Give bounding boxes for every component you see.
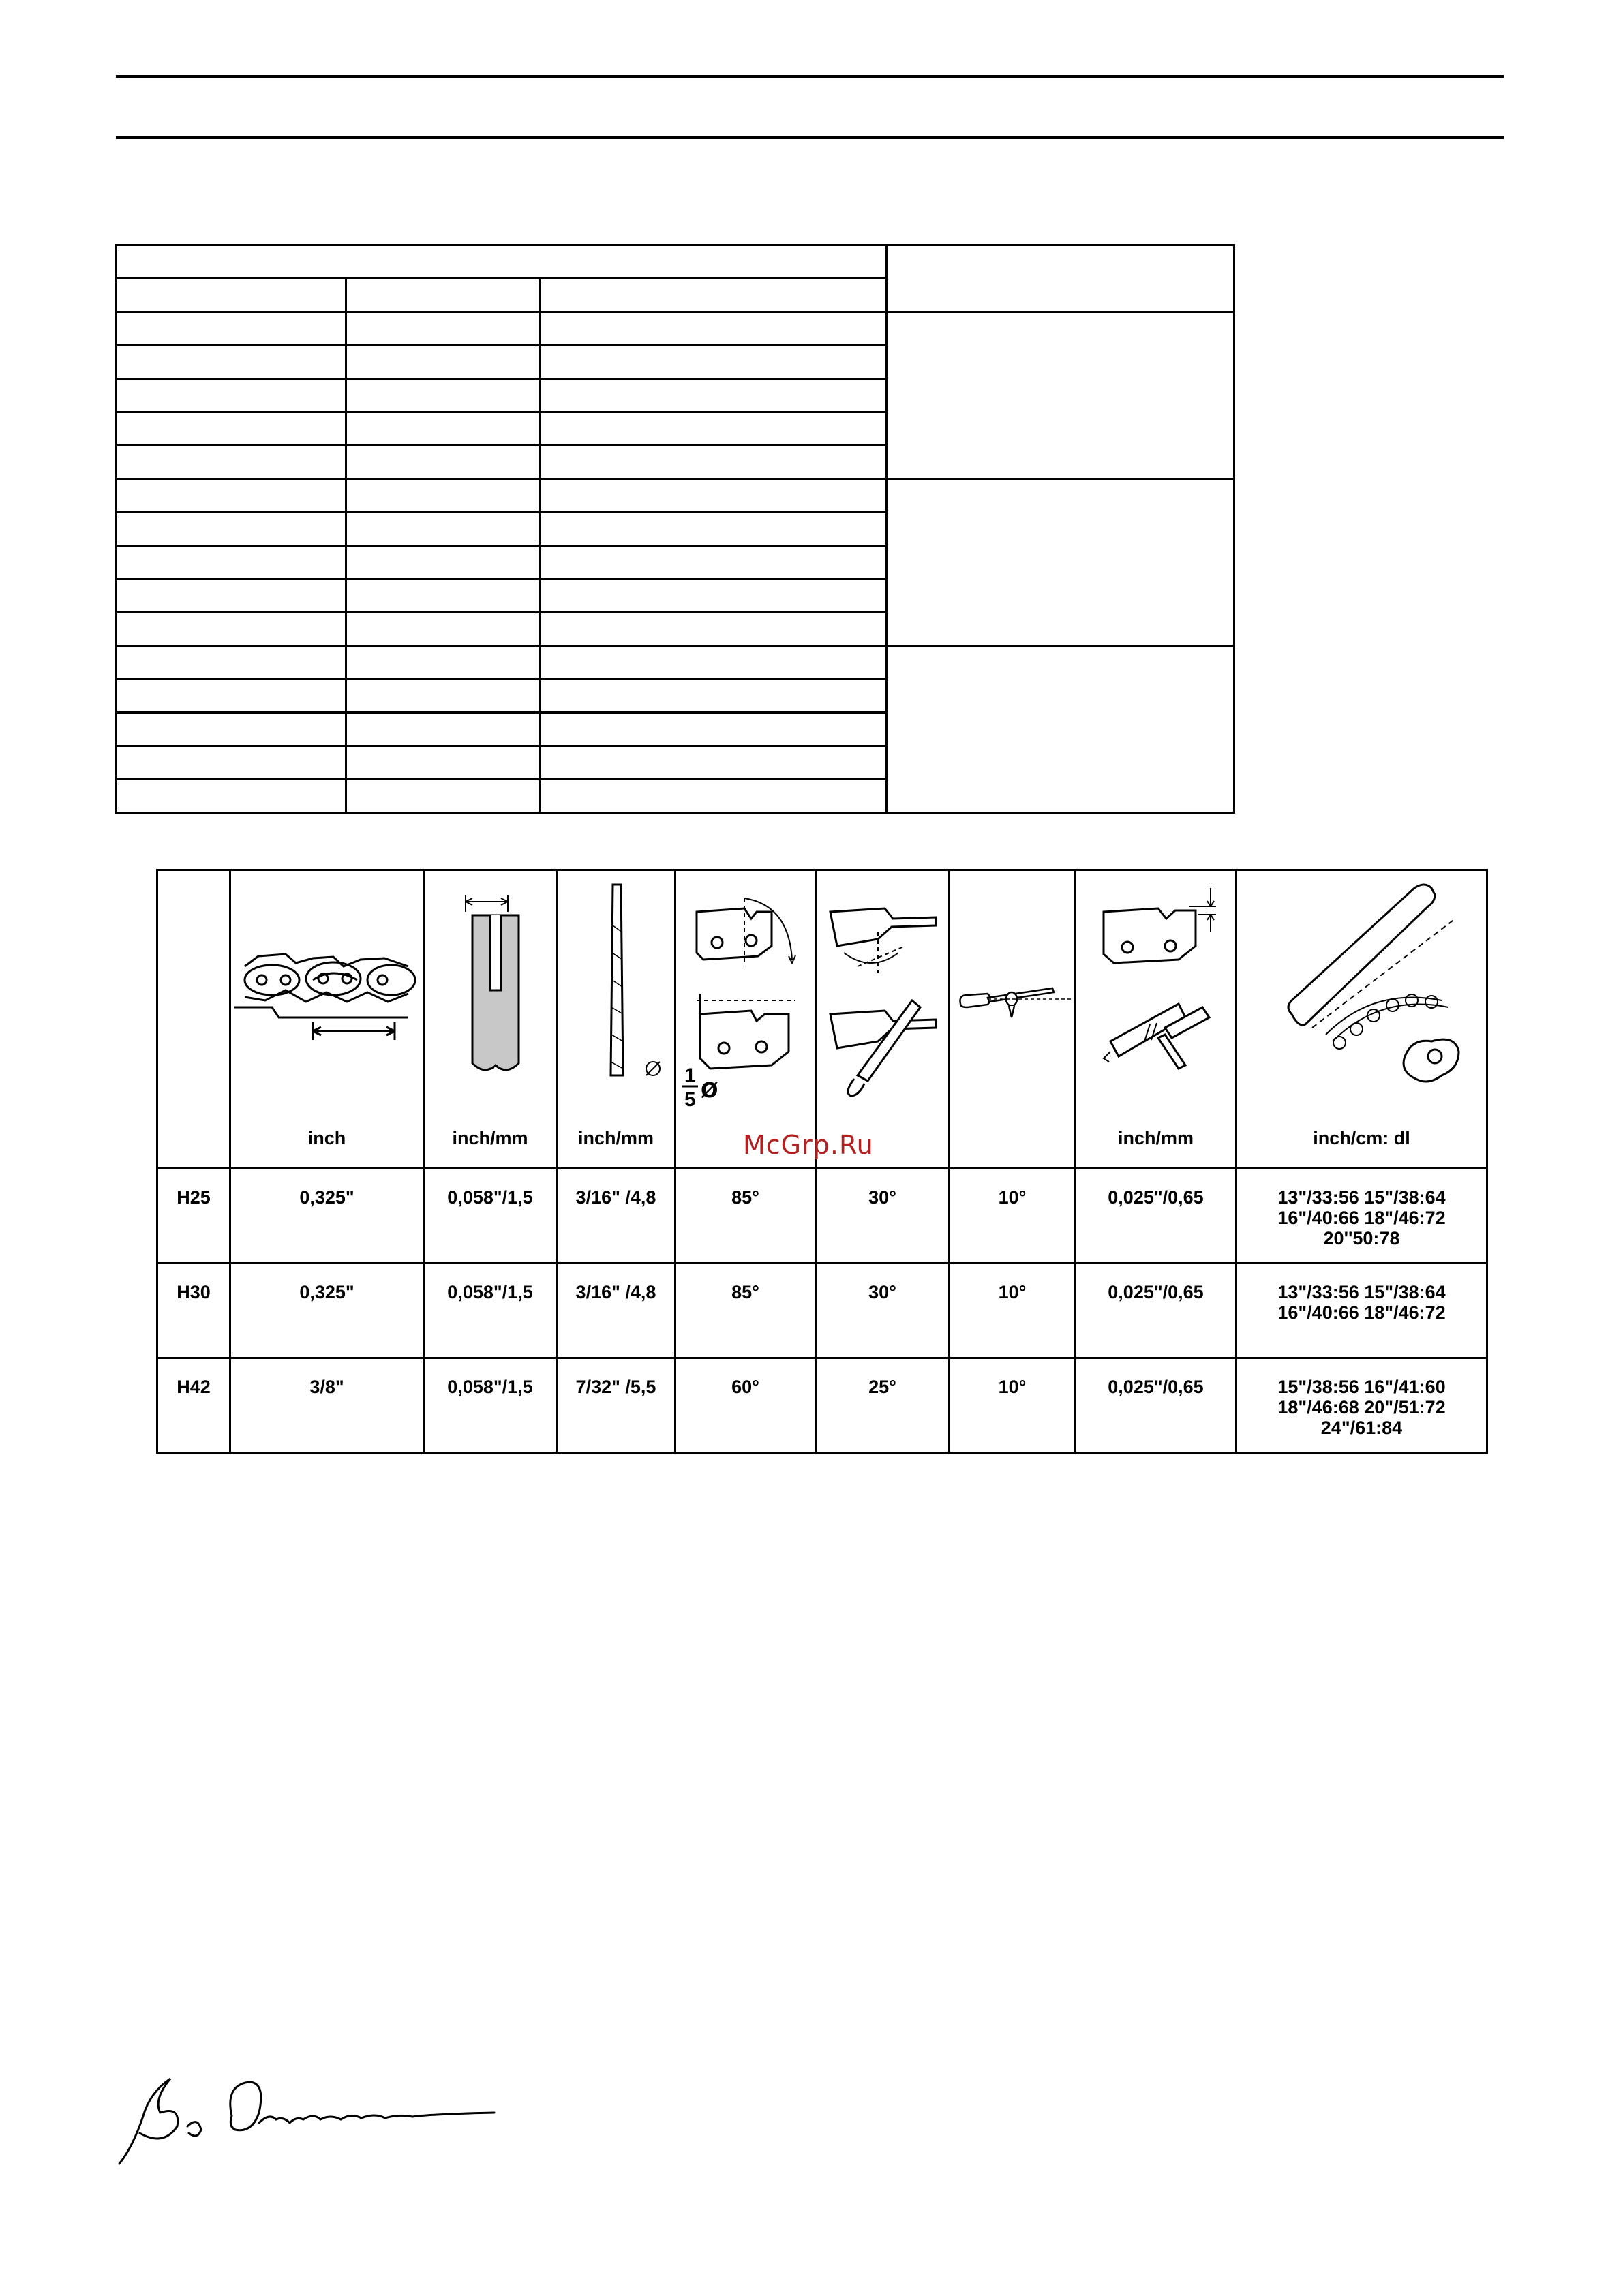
gauge-unit-label: inch/mm (452, 1128, 528, 1148)
fraction-denominator: 5 (684, 1088, 696, 1111)
gauge-header-cell (424, 870, 557, 1169)
model-cell: H42 (157, 1358, 230, 1453)
file-unit-label: inch/mm (577, 1128, 654, 1148)
depth-gauge-unit-label: inch/mm (1117, 1128, 1194, 1148)
pitch-cell: 0,325" (230, 1264, 424, 1358)
filing-angle-cell: 30° (816, 1264, 950, 1358)
filing-angle-illustration (817, 871, 950, 1096)
chain-pitch-illustration (231, 871, 425, 1075)
file-header-cell (557, 870, 676, 1169)
file-holder-angle-cell: 10° (950, 1358, 1076, 1453)
guide-bar-chain-illustration (1237, 871, 1488, 1096)
pitch-cell: 0,325" (230, 1169, 424, 1264)
gauge-cell: 0,058"/1,5 (424, 1264, 557, 1358)
pitch-unit-label: inch (307, 1128, 346, 1148)
bar-lengths-cell: 13"/33:56 15"/38:64 16"/40:66 18"/46:72 20''50:78 (1237, 1169, 1487, 1264)
file-holder-angle-illustration (950, 871, 1076, 1096)
table-row (157, 1264, 1487, 1358)
depth-gauge-illustration (1076, 871, 1237, 1089)
grid-row (116, 646, 1234, 679)
filing-angle-cell: 25° (816, 1358, 950, 1453)
filing-angle-cell: 30° (816, 1169, 950, 1264)
table-row (157, 1358, 1487, 1453)
top-plate-angle-illustration (676, 871, 817, 1111)
pitch-header-cell (230, 870, 424, 1169)
top-rule (116, 75, 1504, 78)
round-file-illustration (558, 871, 676, 1089)
depth-gauge-cell: 0,025"/0,65 (1076, 1358, 1237, 1453)
file-holder-angle-cell: 10° (950, 1169, 1076, 1264)
top-plate-angle-cell: 85° (676, 1264, 816, 1358)
file-holder-angle-cell: 10° (950, 1264, 1076, 1358)
top-plate-angle-cell: 85° (676, 1169, 816, 1264)
drive-link-gauge-illustration (425, 871, 558, 1089)
file-holder-angle-header-cell (950, 870, 1076, 1169)
watermark: McGrp.Ru (743, 1130, 874, 1160)
gauge-cell: 0,058"/1,5 (424, 1169, 557, 1264)
bar-lengths-cell: 13"/33:56 15"/38:64 16"/40:66 18"/46:72 (1237, 1264, 1487, 1358)
top-plate-angle-header-cell (676, 870, 816, 1169)
chain-spec-table (156, 869, 1488, 1454)
illustration-row (157, 870, 1487, 1169)
gauge-cell: 0,058"/1,5 (424, 1358, 557, 1453)
depth-gauge-cell: 0,025"/0,65 (1076, 1264, 1237, 1358)
model-header-cell (157, 870, 230, 1169)
grid-row (116, 479, 1234, 512)
bar-length-unit-label: inch/cm: dl (1313, 1128, 1410, 1148)
file-cell: 3/16" /4,8 (557, 1169, 676, 1264)
bar-lengths-cell: 15"/38:56 16"/41:60 18"/46:68 20"/51:72 24"/61:84 (1237, 1358, 1487, 1453)
bar-length-header-cell (1237, 870, 1487, 1169)
depth-gauge-header-cell (1076, 870, 1237, 1169)
signature (112, 2051, 521, 2188)
grid-row (116, 312, 1234, 346)
file-cell: 3/16" /4,8 (557, 1264, 676, 1358)
fraction-numerator: 1 (684, 1065, 696, 1087)
model-cell: H30 (157, 1264, 230, 1358)
table-row (157, 1169, 1487, 1264)
top-plate-angle-cell: 60° (676, 1358, 816, 1453)
header-rule (116, 136, 1504, 139)
file-cell: 7/32" /5,5 (557, 1358, 676, 1453)
pitch-cell: 3/8" (230, 1358, 424, 1453)
empty-grid-table (115, 244, 1235, 814)
grid-row (116, 245, 1234, 279)
depth-gauge-cell: 0,025"/0,65 (1076, 1169, 1237, 1264)
model-cell: H25 (157, 1169, 230, 1264)
fraction-symbol: Ø (701, 1079, 718, 1103)
filing-angle-header-cell (816, 870, 950, 1169)
